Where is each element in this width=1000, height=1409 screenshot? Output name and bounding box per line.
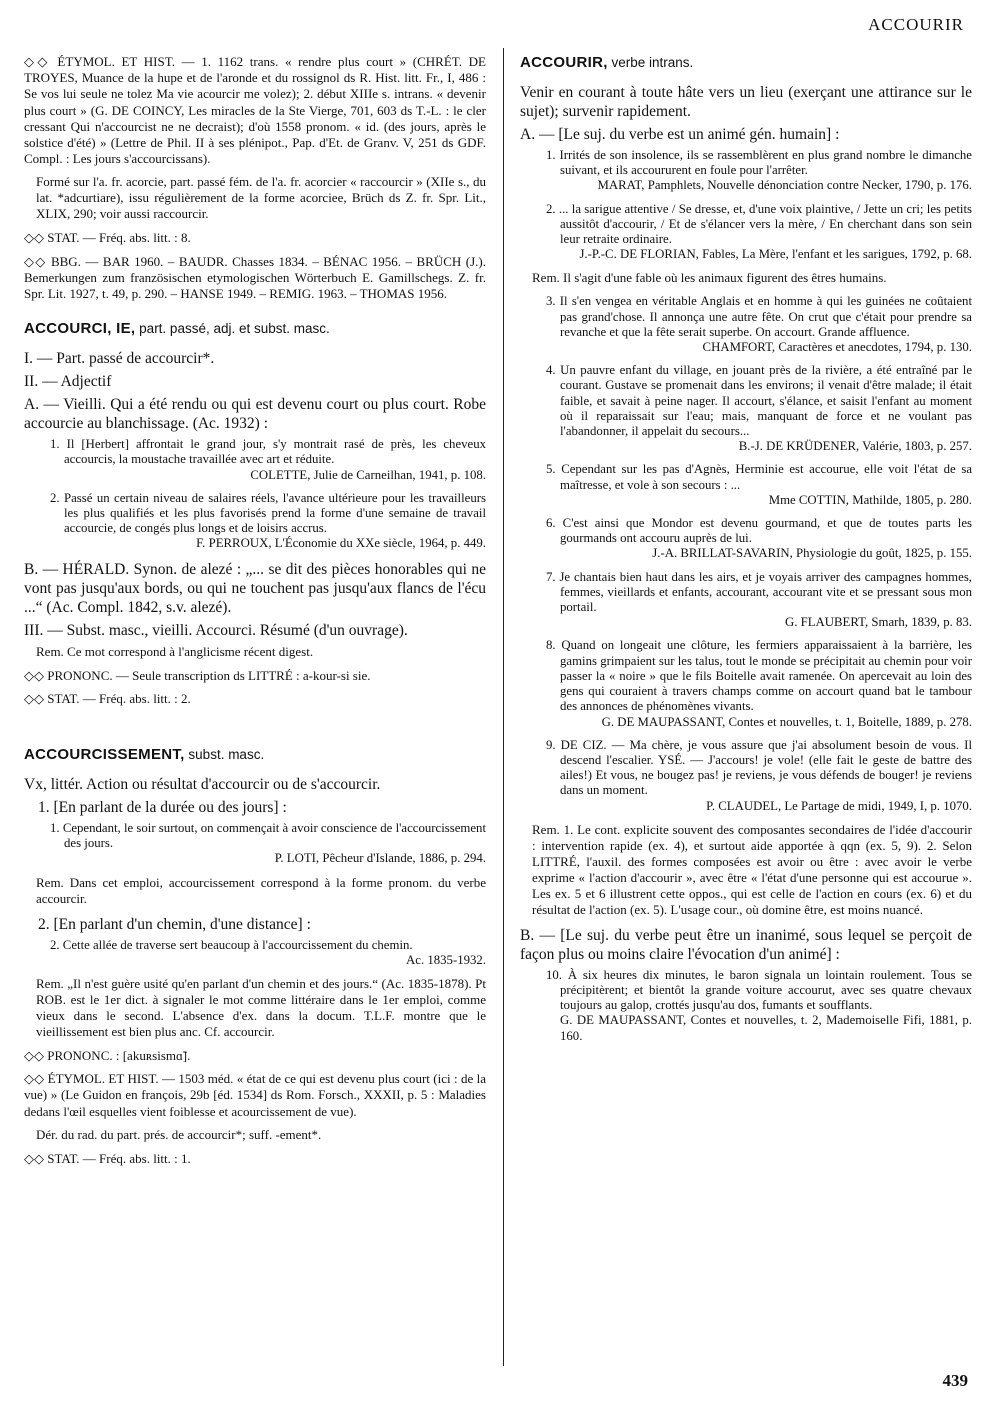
example-text: 2. Cette allée de traverse sert beaucoup à l'accourcissement du chemin. [50, 937, 413, 952]
example-5 [520, 462, 972, 508]
part-of-speech: subst. masc. [188, 747, 265, 763]
example-citation: P. CLAUDEL, Le Partage de midi, 1949, I, p. 1070. [706, 798, 972, 813]
example-citation: Mme COTTIN, Mathilde, 1805, p. 280. [768, 492, 972, 507]
example-citation: G. DE MAUPASSANT, Contes et nouvelles, t. 1, Boitelle, 1889, p. 278. [601, 714, 972, 729]
stat-accourcir: ◇◇ STAT. — Fréq. abs. litt. : 8. [24, 230, 191, 246]
example-3 [520, 294, 972, 355]
part-of-speech: part. passé, adj. et subst. masc. [139, 321, 330, 337]
bibliography-accourcir: ◇◇ BBG. — BAR 1960. – BAUDR. Chasses 1834. – BÉNAC 1956. – BRÜCH (J.). Bemerkungen zum französischen etymologischen Wörterbuch E. Gamillschegs. Z. fr. Spr. Lit. 1927, t. 49, p. 290. – HANSE 1949. – REMIG. 1963. – THOMAS 1956. [24, 253, 486, 302]
example-10 [520, 968, 972, 1044]
sense-II-B: B. — HÉRALD. Synon. de alezé : „... se dit des pièces honorables qui ne vont pas jusqu'aux bords, ou qui ne touchent pas jusqu'aux flancs de l'écu ...“ (Ac. Compl. 1842, s.v. alezé). [24, 560, 486, 616]
example-text: 1. Il [Herbert] affrontait le grand jour, s'y montrait rasé de près, les cheveux accourcis, la moustache travaillée avec art et réduite. [50, 437, 486, 467]
definition: Venir en courant à toute hâte vers un lieu (exerçant une attirance sur le sujet); survenir rapidement. [520, 84, 972, 120]
example-text: 5. Cependant sur les pas d'Agnès, Herminie est accourue, elle voit l'état de sa maîtresse, et vole à son secours : ... [546, 462, 972, 492]
entry-header-accourcissement [24, 746, 486, 763]
example-9 [520, 738, 972, 814]
example-text: 1. Cependant, le soir surtout, on commençait à avoir conscience de l'accourcissement des jours. [50, 821, 486, 851]
sense-II-A: A. — Vieilli. Qui a été rendu ou qui est devenu court ou plus court. Robe accourcie au blanchissage. (Ac. 1932) : [24, 396, 486, 433]
sense-III: III. — Subst. masc., vieilli. Accourci. Résumé (d'un ouvrage). [24, 621, 408, 639]
entry-header-accourir [520, 54, 972, 71]
example-text: 1. Irrités de son insolence, ils se rassemblèrent en plus grand nombre le dimanche suivant, et ils accoururent en foule pour l'arrêter. [546, 148, 972, 178]
example-text: 3. Il s'en vengea en véritable Anglais et en homme à qui les guinées ne coûtaient pas grand'chose. Il annonça une autre fête. On crut que c'était pour prendre sa revanche et que la fête serait superbe. On accourt. Grande affluence. [546, 294, 972, 339]
remark-a: Rem. Il s'agit d'une fable où les animaux figurent des êtres humains. [532, 270, 887, 286]
example-citation: J.-P.-C. DE FLORIAN, Fables, La Mère, l'enfant et les sarigues, 1792, p. 68. [579, 247, 972, 262]
entry-header-accourci [24, 320, 486, 337]
headword: ACCOURIR, [520, 54, 608, 71]
pronunciation-accourci: ◇◇ PRONONC. — Seule transcription ds LITTRÉ : a-kour-si sie. [24, 667, 371, 683]
example-1 [24, 437, 486, 483]
example-1 [520, 148, 972, 194]
sense-2: 2. [En parlant d'un chemin, d'une distance] : [38, 915, 311, 933]
example-2 [24, 491, 486, 552]
sense-I: I. — Part. passé de accourcir*. [24, 350, 215, 368]
example-text: 2. Passé un certain niveau de salaires réels, l'avance ultérieure pour les travailleurs les plus qualifiés et les plus favorisés prend la forme d'une semaine de travail accourcie, de congés plus longs et de loisirs accrus. [50, 490, 486, 536]
example-citation: G. DE MAUPASSANT, Contes et nouvelles, t. 2, Mademoiselle Fifi, 1881, p. 160. [560, 1013, 972, 1043]
example-2 [520, 202, 972, 263]
example-citation: MARAT, Pamphlets, Nouvelle dénonciation contre Necker, 1790, p. 176. [597, 178, 972, 193]
example-8 [520, 638, 972, 729]
example-citation: COLETTE, Julie de Carneilhan, 1941, p. 108. [250, 467, 486, 482]
sense-A: A. — [Le suj. du verbe est un animé gén. humain] : [520, 126, 840, 143]
remark: Rem. Ce mot correspond à l'anglicisme récent digest. [36, 643, 314, 659]
headword: ACCOURCI, IE, [24, 320, 136, 338]
example-citation: CHAMFORT, Caractères et anecdotes, 1794, p. 130. [702, 340, 972, 355]
part-of-speech: verbe intrans. [611, 55, 694, 70]
sense-B: B. — [Le suj. du verbe peut être un inanimé, sous lequel se perçoit de façon plus ou moins claire l'évocation d'un animé] : [520, 926, 972, 963]
example-6 [520, 516, 972, 562]
definition: Vx, littér. Action ou résultat d'accourcir ou de s'accourcir. [24, 776, 381, 794]
headword: ACCOURCISSEMENT, [24, 746, 185, 764]
column-divider [503, 48, 504, 1366]
example-text: 8. Quand on longeait une clôture, les fermiers apparaissaient à la barrière, les gamins grimpaient sur les talus, tout le monde se précipitait au chemin pour voir passer la « noire » que le fils Boitelle avait ramenée. On apercevait au loin des gens qui couraient à travers champs comme on accourt quand bat le tambour des annonces de phénomènes vivants. [546, 638, 972, 714]
etymology-accourcissement: ◇◇ ÉTYMOL. ET HIST. — 1503 méd. « état de ce qui est devenu plus court (ici : de la vue) » (Le Guidon en françois, 29b [éd. 1534] ds Rom. Forsch., XXXII, p. 5 : Maladies dedans l'œil esquelles vient foiblesse et acourcissement de vue). [24, 1071, 486, 1119]
example-citation: Ac. 1835-1932. [406, 952, 486, 967]
example-text: 4. Un pauvre enfant du village, en jouant près de la rivière, a été entraîné par le courant. Gustave se promenait dans les environs; il venait d'être malade; il était faible, et savait à peine nager. Il accourt, s'élance, et saisit l'enfant au moment où il reparaissait sur l'eau; mais, manquant de force et ne voulant pas l'abandonner, il appelait du secours... [546, 363, 972, 439]
example-2 [24, 938, 486, 968]
remark-2: Rem. „Il n'est guère usité qu'en parlant d'un chemin et des jours.“ (Ac. 1835-1878). Pt ROB. est le 1er dict. à signaler le mot comme littéraire dans le 1er emploi, comme vieux dans le second. L'absence d'ex. dans la docum. T.L.F. montre que le vieillissement est bien plus anc. Cf. accourcir. [36, 976, 486, 1040]
running-head: ACCOURIR [868, 15, 964, 34]
stat-accourcissement: ◇◇ STAT. — Fréq. abs. litt. : 1. [24, 1150, 191, 1166]
example-citation: B.-J. DE KRÜDENER, Valérie, 1803, p. 257. [738, 439, 972, 454]
sense-II: II. — Adjectif [24, 373, 112, 391]
formation-note: Formé sur l'a. fr. acorcie, part. passé fém. de l'a. fr. acorcier « raccourcir » (XIIe s., du lat. *adcurtiare), issu régulièrement de la forme acorciee, Brüch ds Z. fr. Spr. Lit., XLIX, 290; voir aussi raccourcir. [36, 174, 486, 222]
remark-1: Rem. Dans cet emploi, accourcissement correspond à la forme pronom. du verbe accourcir. [36, 874, 486, 906]
example-citation: J.-A. BRILLAT-SAVARIN, Physiologie du goût, 1825, p. 155. [652, 546, 972, 561]
example-text: 10. À six heures dix minutes, le baron signala un lointain roulement. Tous se précipitèrent; et bientôt la grande voiture accourut, avec ses quatre chevaux toujours au galop, crottés jusqu'au dos, fumants et soufflants. [546, 967, 972, 1013]
pronunciation-accourcissement: ◇◇ PRONONC. : [akuʀsismɑ̃]. [24, 1048, 191, 1064]
right-column [520, 54, 972, 1052]
example-text: 7. Je chantais bien haut dans les airs, et je voyais arriver des campagnes hommes, femmes, vieillards et enfants, accourant, accourant vite et se pressant sous mon portail. [546, 569, 972, 615]
example-text: 6. C'est ainsi que Mondor est devenu gourmand, et que de toutes parts les gourmands ont accouru auprès de lui. [546, 516, 972, 546]
example-7 [520, 570, 972, 631]
page-number: 439 [942, 1371, 968, 1390]
stat-accourci: ◇◇ STAT. — Fréq. abs. litt. : 2. [24, 690, 191, 706]
example-1 [24, 821, 486, 867]
example-text: 2. ... la sarigue attentive / Se dresse, et, d'une voix plaintive, / Jette un cri; les petits aussitôt d'accourir, / Et de s'élancer vers la mère, / En cherchant dans son sein leur retraite ordinaire. [546, 201, 972, 247]
example-citation: G. FLAUBERT, Smarh, 1839, p. 83. [784, 615, 972, 630]
example-citation: P. LOTI, Pêcheur d'Islande, 1886, p. 294. [274, 851, 486, 866]
etymology-accourcir: ◇◇ ÉTYMOL. ET HIST. — 1. 1162 trans. « rendre plus court » (CHRÉT. DE TROYES, Muance de la hupe et de l'aronde et du rossignol ds R. Hist. litt. Fr., I, 486 : Se vos lui seule ne tolez Ma vie acourcir me volez); 2. début XIIIe s. intrans. « devenir plus court » (G. DE COINCY, Les miracles de la Ste Vierge, 701, 603 ds T.-L. : le cler cressant Qui n'accourcist ne ne decraist); d'où 1558 pronom. « id. (des jours, après le solstice d'été) » (Lettre de Phil. II à ses plénipot., Pap. d'Et. de Granv. V, 251 ds GDF. Compl. : Les jours s'accourcissans). [24, 54, 486, 167]
remark-b: Rem. 1. Le cont. explicite souvent des composantes secondaires de l'idée d'accourir : intervention rapide (ex. 4), et surtout aide apportée à qqn (ex. 5, 9). 2. Selon LITTRÉ, l'auxil. des formes composées est avoir ou être : avec avoir le verbe exprime « l'action d'accourir », avec être « l'état d'une personne qui est accourue ». Les ex. 5 et 6 illustrent cette oppos., qui est celle de l'action en cours (ex. 6) et du résultat de l'action (ex. 5). L'usage cour., où domine être, est moins nuancé. [532, 821, 972, 917]
example-4 [520, 363, 972, 454]
left-column [24, 54, 486, 1174]
sense-1: 1. [En parlant de la durée ou des jours] : [38, 799, 287, 817]
example-text: 9. DE CIZ. — Ma chère, je vous assure que j'ai absolument besoin de vous. Il descend l'escalier. YSÉ. — J'accours! je vole! (elle fait le geste de battre des ailes!) Et vous, ne bougez pas! je reviens, je vous défends de bouger! je reviens dans un moment. [546, 737, 972, 798]
example-citation: F. PERROUX, L'Économie du XXe siècle, 1964, p. 449. [196, 536, 486, 551]
derivation-note: Dér. du rad. du part. prés. de accourcir*; suff. -ement*. [36, 1126, 322, 1142]
